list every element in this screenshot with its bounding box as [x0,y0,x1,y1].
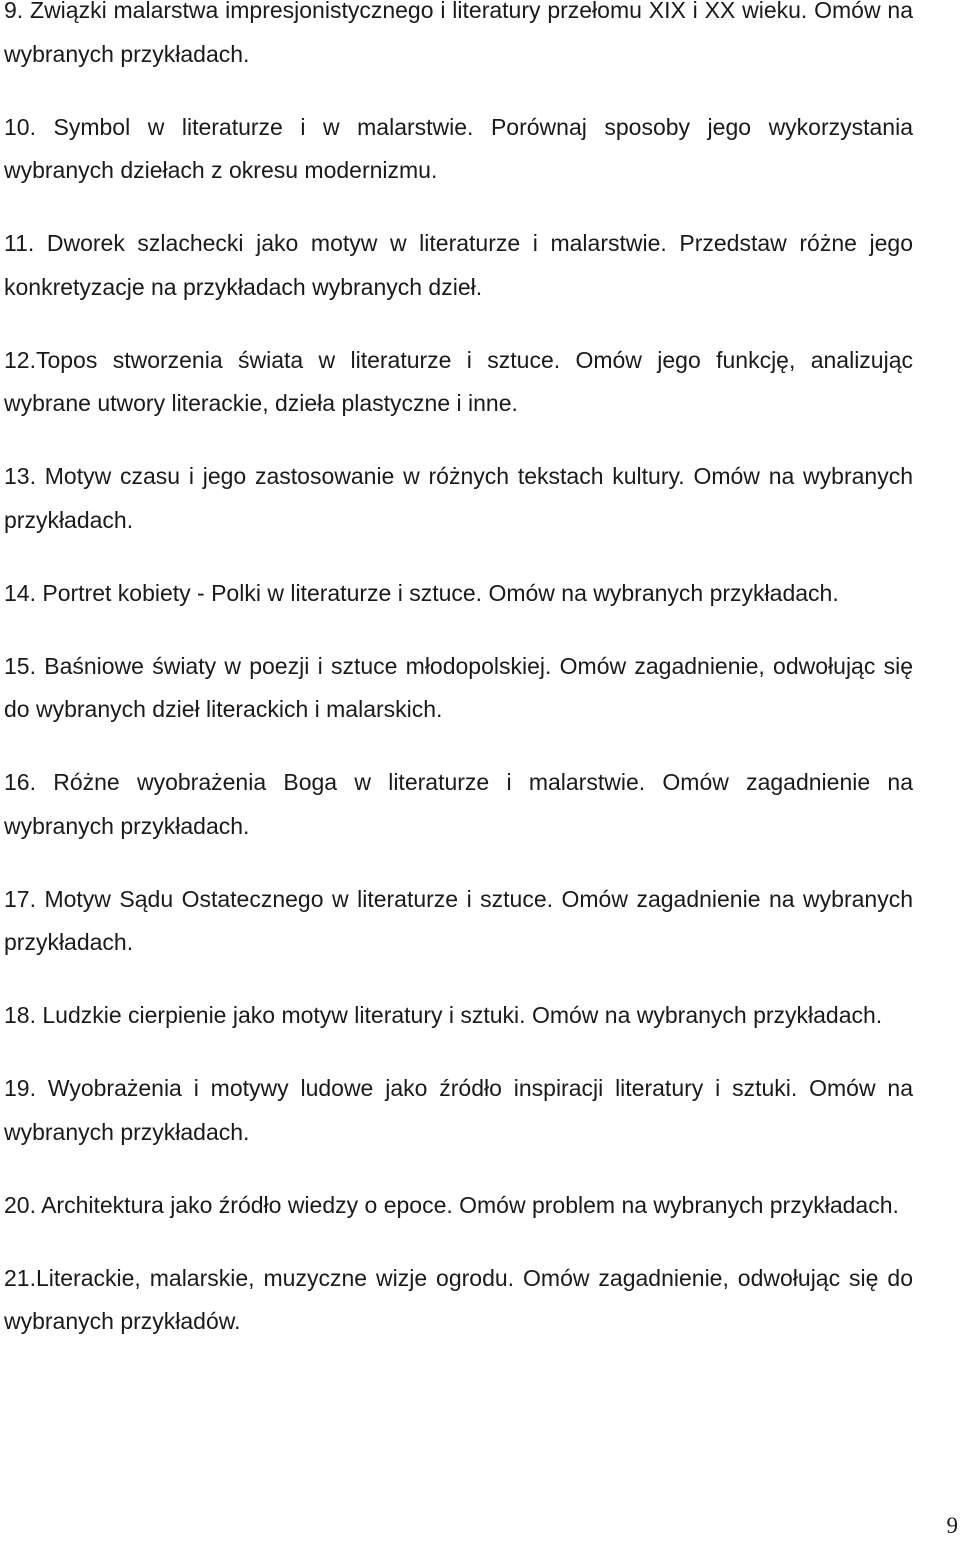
topic-item: 20. Architektura jako źródło wiedzy o epoce. Omów problem na wybranych przykładach. [4,1191,899,1218]
topic-item: 12.Topos stworzenia świata w literaturze i sztuce. Omów jego funkcję, analizując wybrane utwory literackie, dzieła plastyczne i inne. [4,346,913,416]
topic-item: 14. Portret kobiety - Polki w literaturze i sztuce. Omów na wybranych przykładach. [4,579,839,606]
topic-item: 16. Różne wyobrażenia Boga w literaturze i malarstwie. Omów zagadnienie na wybranych przykładach. [4,769,913,839]
page-number: 9 [946,1513,958,1538]
topic-item: 18. Ludzkie cierpienie jako motyw literatury i sztuki. Omów na wybranych przykładach. [4,1002,883,1028]
topic-list [4,0,913,1344]
topic-item: 9. Związki malarstwa impresjonistycznego i literatury przełomu XIX i XX wieku. Omów na wybranych przykładach. [4,0,913,67]
topic-item: 17. Motyw Sądu Ostatecznego w literaturze i sztuce. Omów zagadnienie na wybranych przykładach. [4,885,913,955]
topic-item: 15. Baśniowe światy w poezji i sztuce młodopolskiej. Omów zagadnienie, odwołując się do wybranych dzieł literackich i malarskich. [4,652,913,722]
topic-item: 11. Dworek szlachecki jako motyw w literaturze i malarstwie. Przedstaw różne jego konkretyzacje na przykładach wybranych dzieł. [4,230,913,300]
topic-item: 19. Wyobrażenia i motywy ludowe jako źródło inspiracji literatury i sztuki. Omów na wybranych przykładach. [4,1075,913,1145]
topic-item: 13. Motyw czasu i jego zastosowanie w różnych tekstach kultury. Omów na wybranych przykładach. [4,463,913,533]
topic-item: 10. Symbol w literaturze i w malarstwie. Porównaj sposoby jego wykorzystania wybranych dziełach z okresu modernizmu. [4,113,913,183]
topic-item: 21.Literackie, malarskie, muzyczne wizje ogrodu. Omów zagadnienie, odwołując się do wybranych przykładów. [4,1264,913,1334]
